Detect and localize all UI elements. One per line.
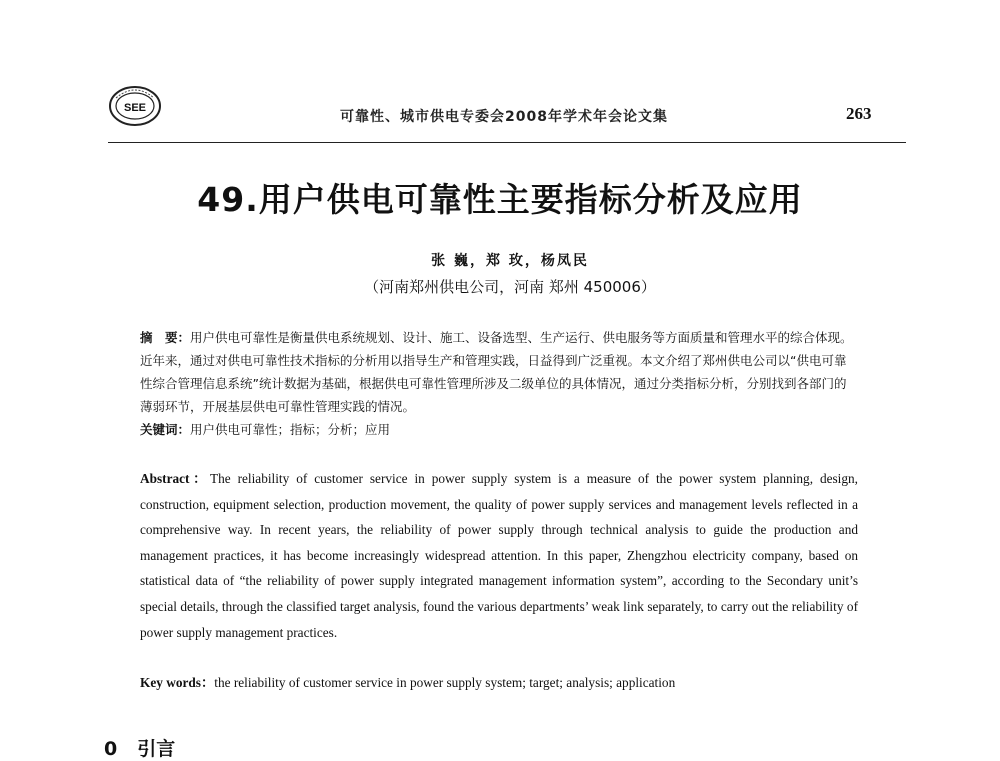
running-title: 可靠性、城市供电专委会2008年学术年会论文集 <box>340 109 668 125</box>
page-number: 263 <box>846 104 872 123</box>
abstract-en <box>140 466 858 645</box>
section-heading <box>104 734 175 761</box>
abstract-cn <box>140 326 858 441</box>
keywords-en-label: Key words： <box>140 675 215 690</box>
logo <box>108 84 162 128</box>
section-number: 0 <box>104 738 118 760</box>
section-title: 引言 <box>137 738 176 760</box>
logo-emblem <box>108 84 162 128</box>
keywords-en <box>140 672 858 691</box>
paper-affiliation: （河南郑州供电公司，河南 郑州 450006） <box>364 278 656 296</box>
keywords-en-text: the reliability of customer service in power supply system; target; analysis; application <box>214 675 676 690</box>
abstract-cn-text: 用户供电可靠性是衡量供电系统规划、设计、施工、设备选型、生产运行、供电服务等方面质量和管理水平的综合体现。近年来，通过对供电可靠性技术指标的分析用以指导生产和管理实践，日益得到广泛重视。本文介绍了郑州供电公司以“供电可靠性综合管理信息系统”统计数据为基础，根据供电可靠性管理所涉及二级单位的具体情况，通过分类指标分析，分别找到各部门的薄弱环节，开展基层供电可靠性管理实践的情况。 <box>140 330 853 414</box>
header-rule <box>108 142 906 143</box>
keywords-cn-label: 关键词： <box>140 422 191 437</box>
logo-text: SEE <box>123 102 147 114</box>
abstract-en-label: Abstract： <box>140 471 210 486</box>
abstract-cn-label: 摘 要： <box>140 330 191 345</box>
keywords-cn-text: 用户供电可靠性；指标；分析；应用 <box>190 422 391 437</box>
paper-authors: 张 巍，郑 玫，杨凤民 <box>431 253 589 269</box>
abstract-en-text: The reliability of customer service in power supply system is a measure of the power system planning, design, construction, equipment selection, production movement, the quality of power supply services and management levels reflected in a comprehensive way. In recent years, the reliability of power supply through technical analysis to guide the production and management practices, it has become increasingly widespread attention. In this paper, Zhengzhou electricity company, based on statistical data of “the reliability of power supply integrated management information system”, according to the Secondary unit’s special details, through the classified target analysis, found the various departments’ weak link separately, to carry out the reliability of power supply management practices. <box>140 471 858 640</box>
paper-title: 49.用户供电可靠性主要指标分析及应用 <box>197 180 803 219</box>
